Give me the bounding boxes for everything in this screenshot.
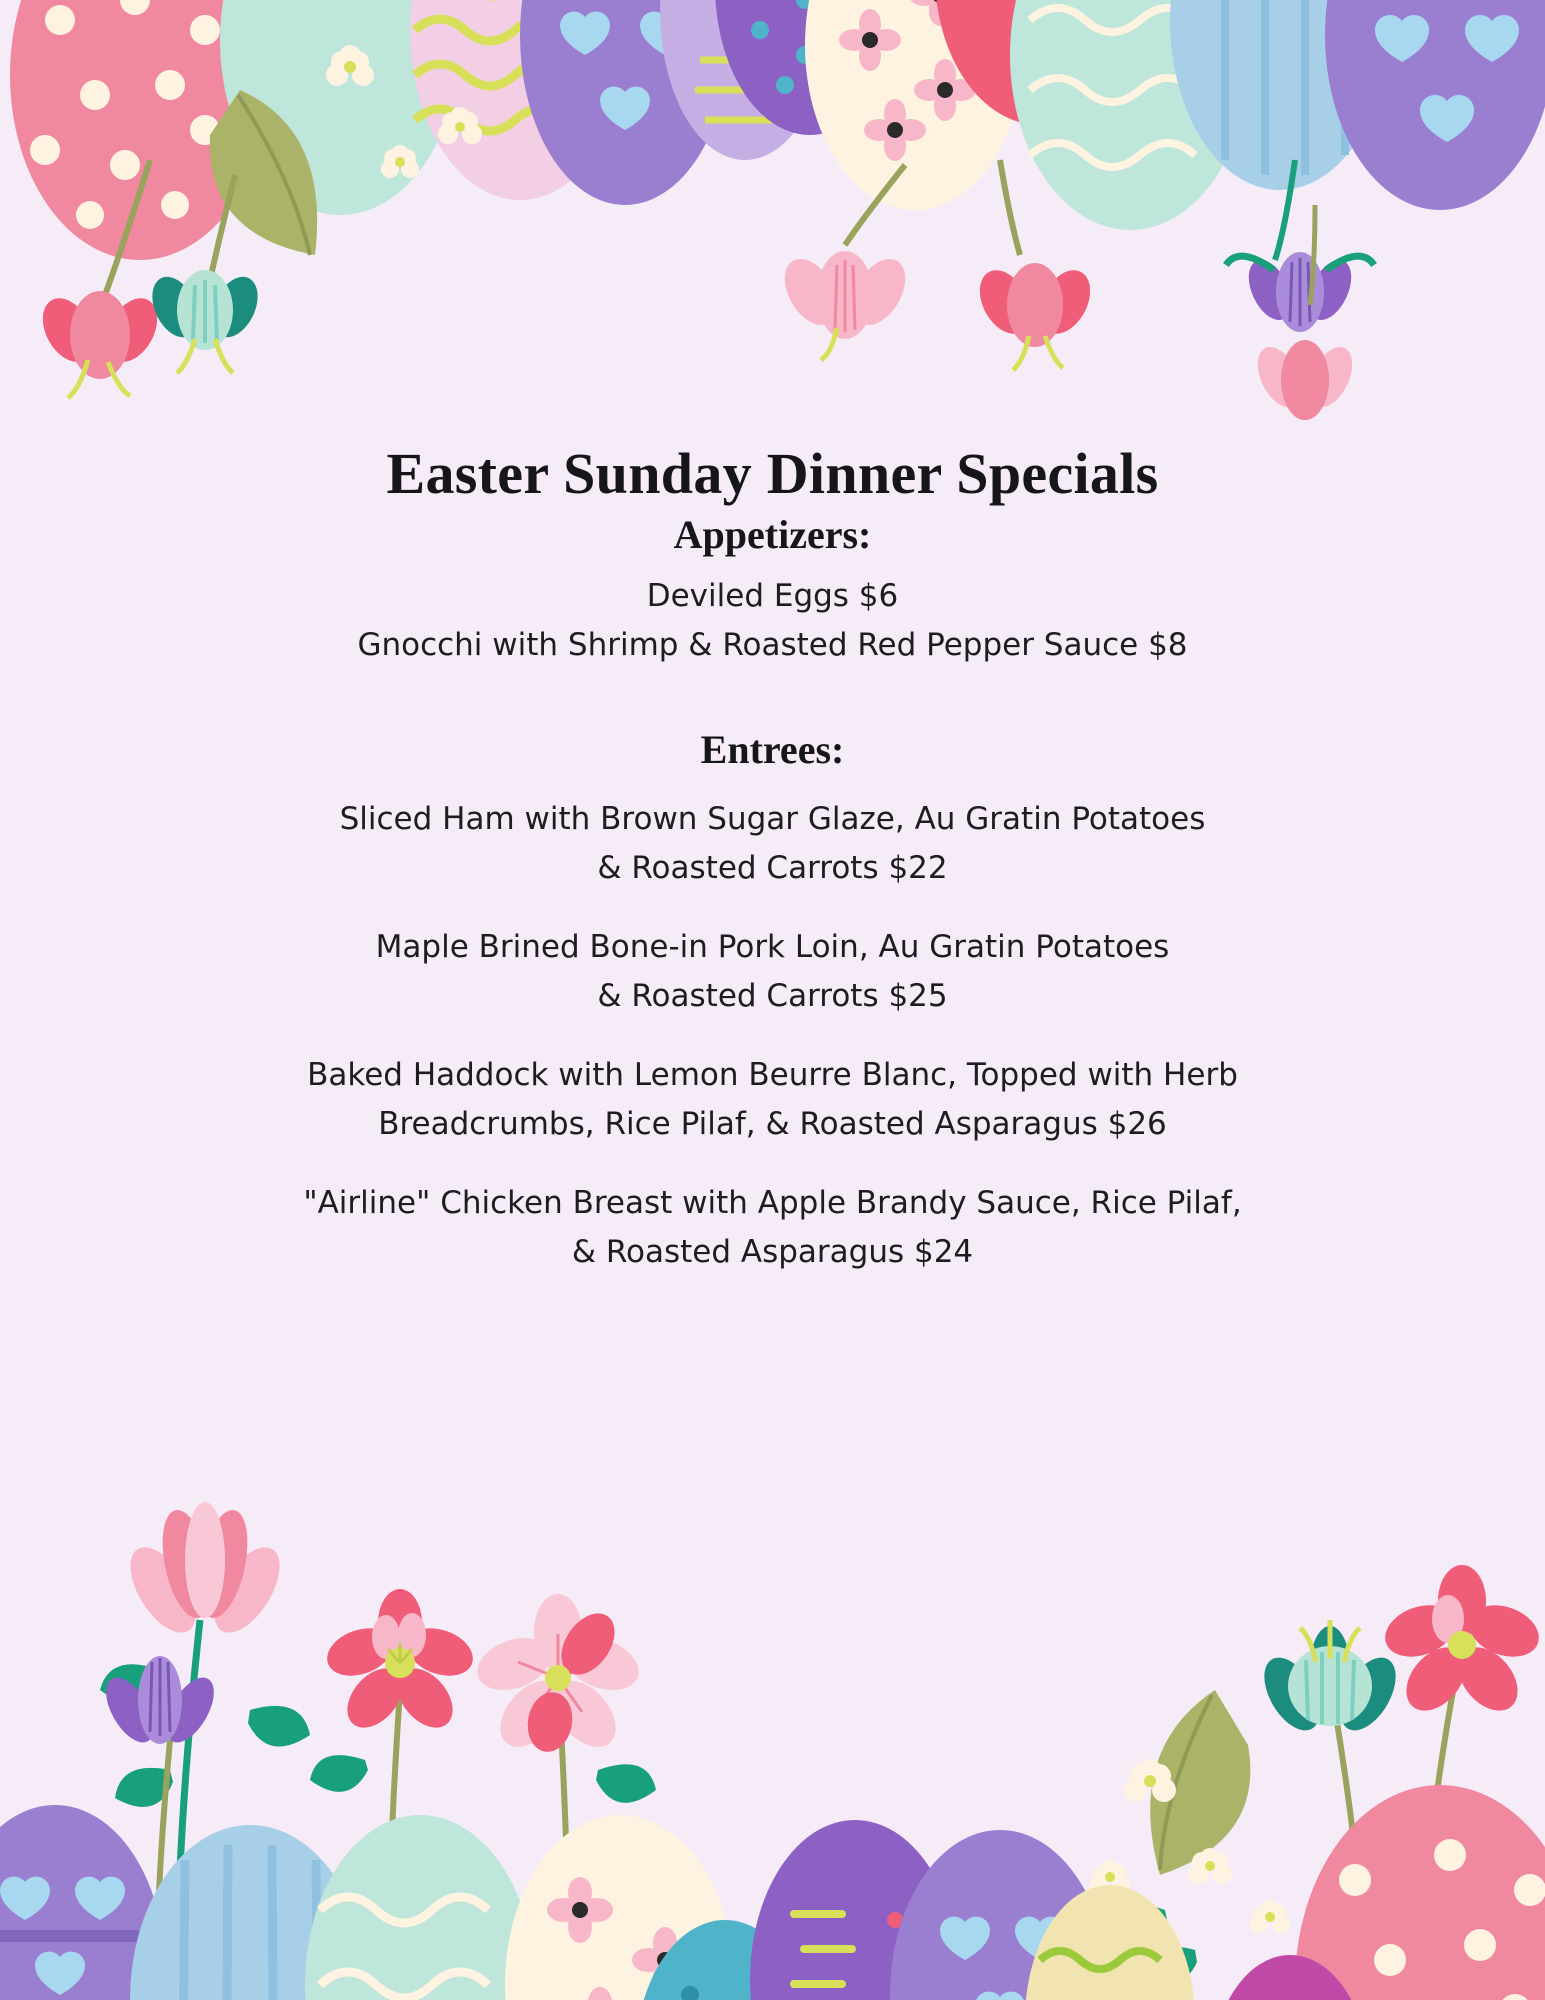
menu-item-deviled-eggs: Deviled Eggs $6 — [646, 578, 899, 614]
easter-eggs-and-flowers-top-border — [0, 0, 1545, 460]
menu-item-airline-chicken — [0, 1179, 1545, 1277]
section-appetizers — [0, 511, 1545, 670]
menu-item-line: Breadcrumbs, Rice Pilaf, & Roasted Asparagus $26 — [378, 1105, 1167, 1142]
menu-item-line: & Roasted Carrots $22 — [597, 849, 948, 886]
menu-item-pork-loin — [0, 923, 1545, 1021]
menu-item-line: & Roasted Asparagus $24 — [571, 1233, 974, 1270]
section-heading-entrees: Entrees: — [700, 726, 845, 772]
section-entrees — [0, 726, 1545, 1277]
entree-list — [0, 795, 1545, 1277]
menu-item-line: "Airline" Chicken Breast with Apple Brandy Sauce, Rice Pilaf, — [303, 1184, 1242, 1221]
easter-eggs-and-flowers-bottom-border — [0, 1440, 1545, 2000]
menu-item-baked-haddock — [0, 1051, 1545, 1149]
section-heading-appetizers: Appetizers: — [673, 512, 872, 557]
menu-item-gnocchi: Gnocchi with Shrimp & Roasted Red Pepper Sauce $8 — [357, 626, 1188, 663]
menu-item-line: Sliced Ham with Brown Sugar Glaze, Au Gratin Potatoes — [339, 800, 1206, 837]
menu-item-sliced-ham — [0, 795, 1545, 893]
page-title: Easter Sunday Dinner Specials — [386, 441, 1159, 506]
menu-item-line: Maple Brined Bone-in Pork Loin, Au Gratin Potatoes — [375, 928, 1170, 965]
menu-item-line: Baked Haddock with Lemon Beurre Blanc, Topped with Herb — [307, 1056, 1238, 1093]
menu-item-line: & Roasted Carrots $25 — [597, 977, 948, 1014]
menu-content — [0, 440, 1545, 1277]
